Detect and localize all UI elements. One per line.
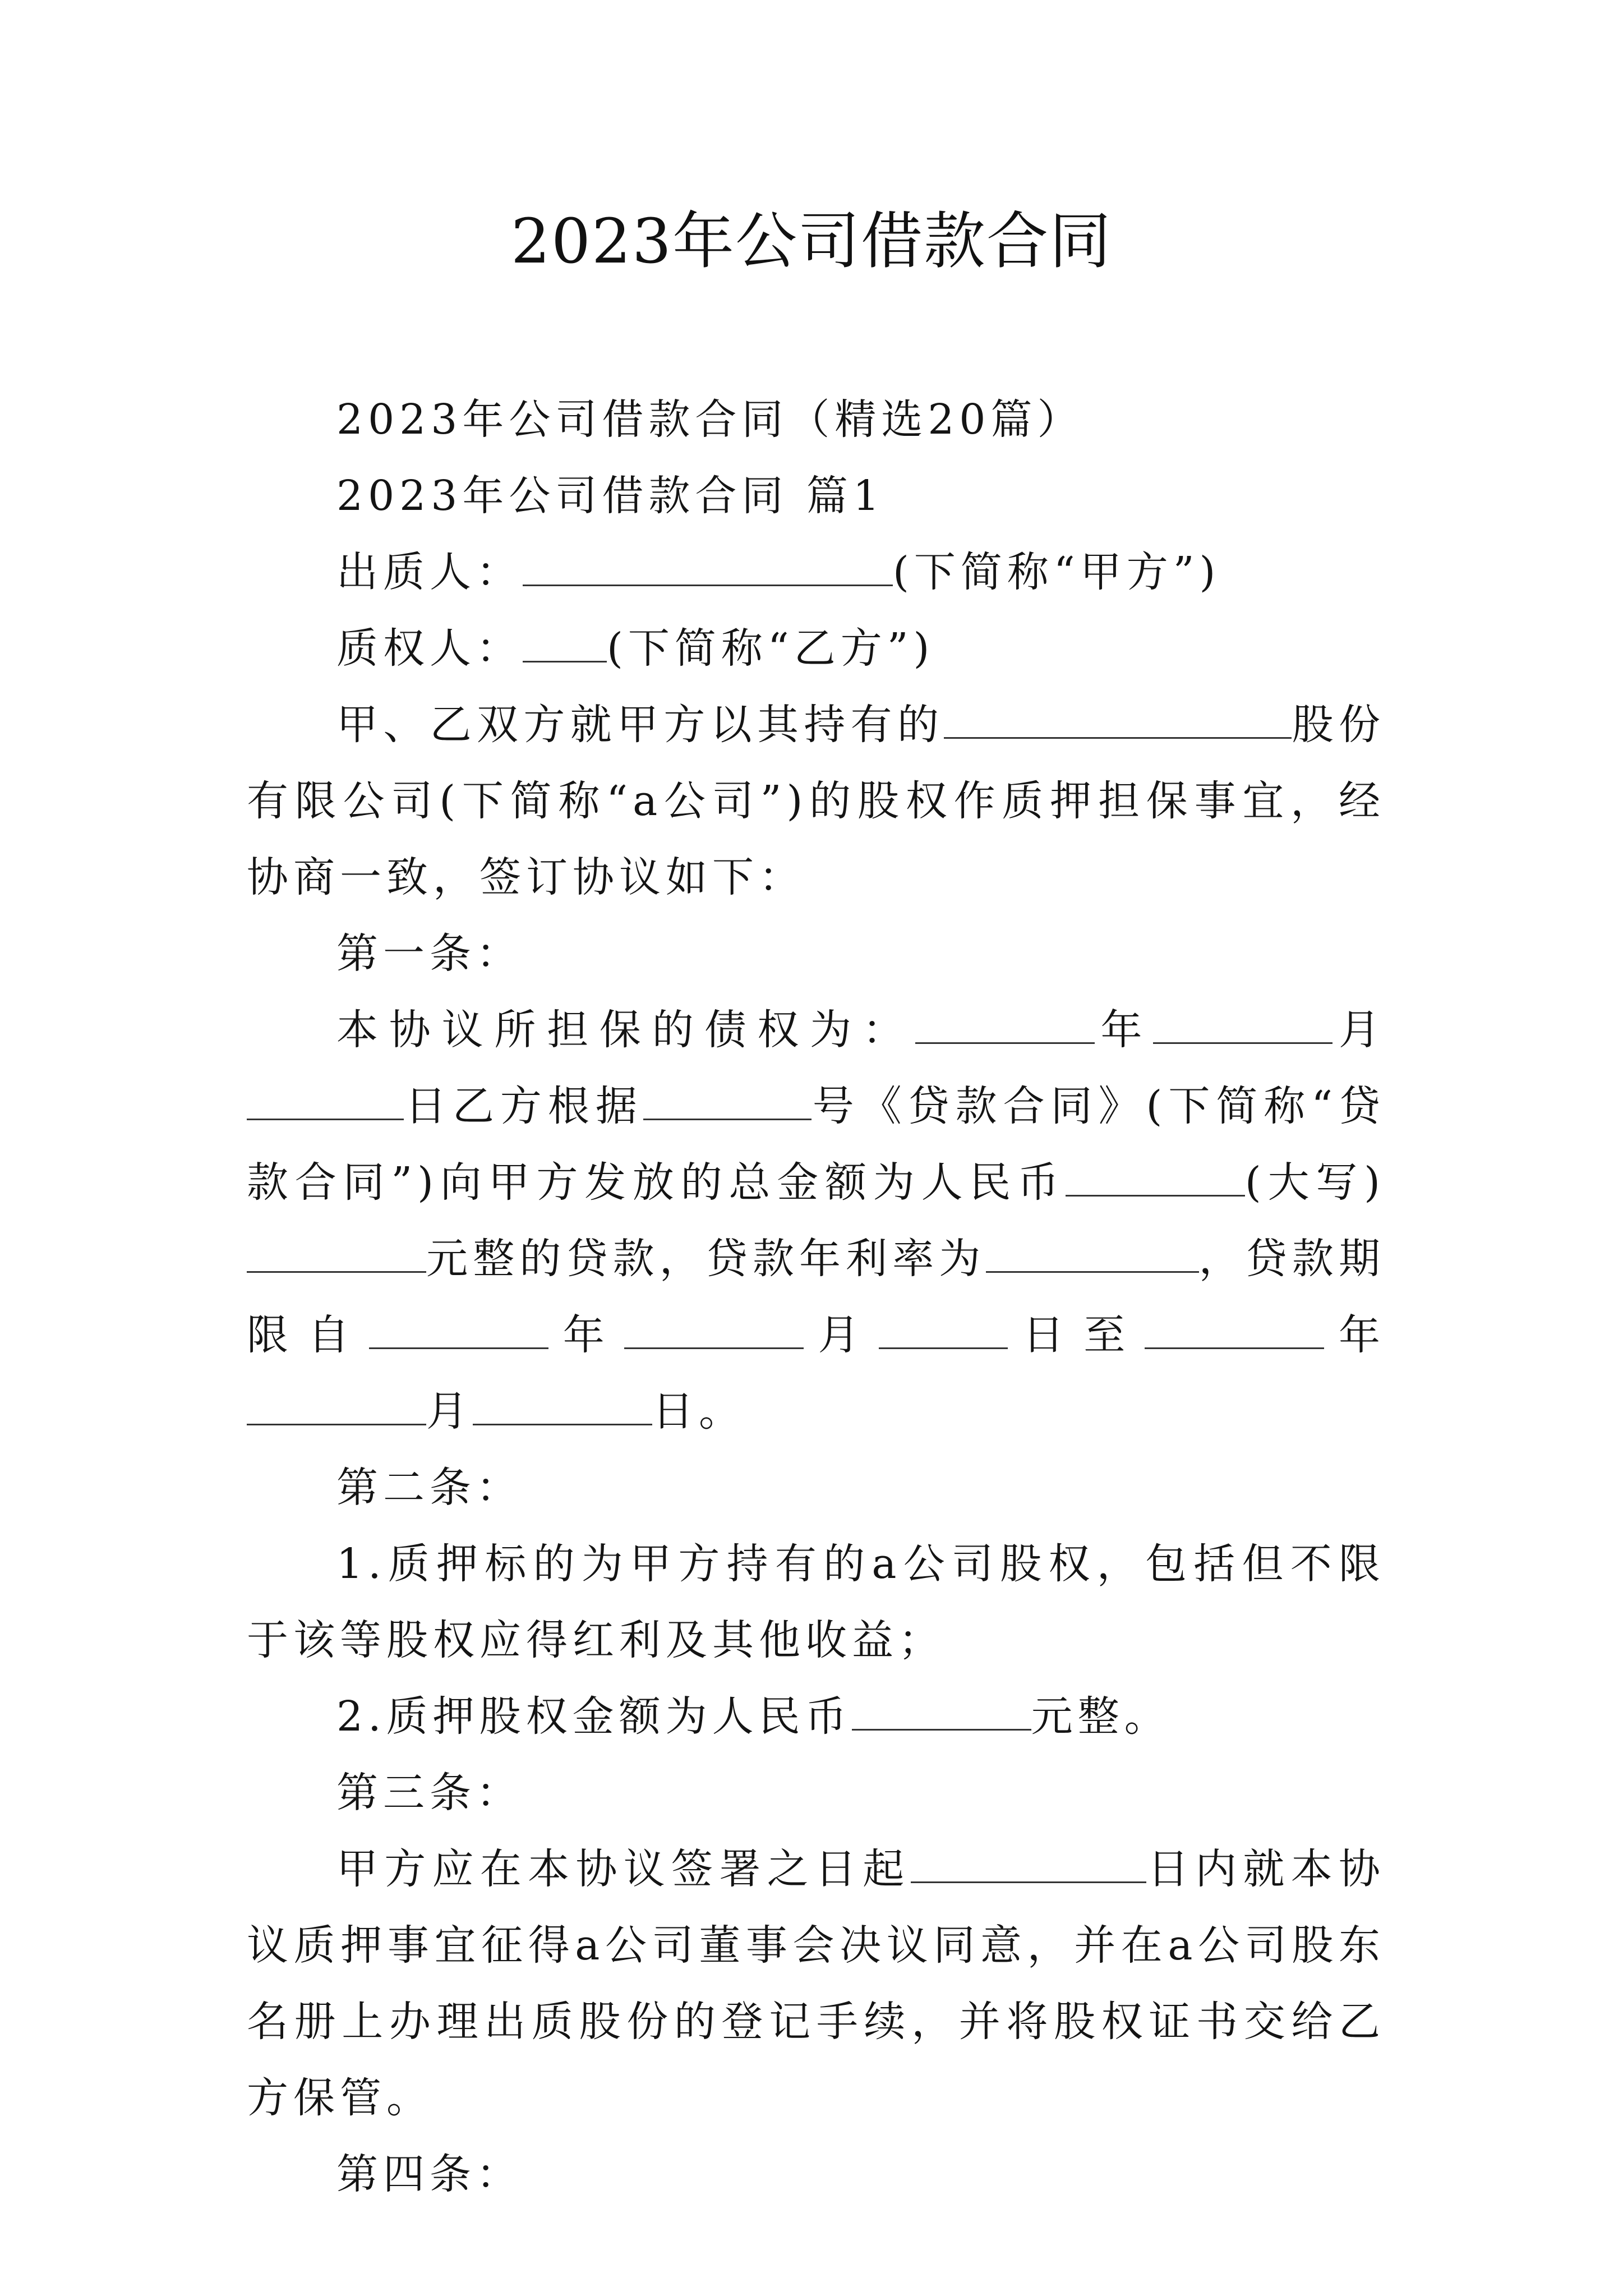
blank-month-2: [624, 1310, 804, 1349]
blank-contract-no: [643, 1081, 811, 1120]
pledgee-suffix: (下简称“乙方”): [607, 624, 935, 673]
article-1-text-7: 元整的贷款，贷款年利率为: [426, 1235, 986, 1283]
pledgee-line: [247, 610, 1385, 687]
article-1-text-2: 年: [1094, 1006, 1154, 1054]
pledgor-suffix: (下简称“甲方”): [893, 548, 1221, 596]
blank-year-3: [1145, 1310, 1324, 1349]
pledgor-label: 出质人：: [336, 548, 523, 596]
article-1-text-12: 年: [1324, 1311, 1386, 1359]
pledgor-blank: [523, 547, 893, 586]
article-1-text-1: 本协议所担保的债权为：: [336, 1006, 915, 1054]
blank-year-1: [915, 1005, 1095, 1044]
blank-day-2: [879, 1310, 1008, 1349]
section-heading: 2023年公司借款合同 篇1: [336, 472, 884, 520]
article-1-text-3: 月: [1332, 1006, 1386, 1054]
article-1-text-11: 日至: [1008, 1311, 1145, 1359]
blank-days: [911, 1844, 1146, 1883]
article-2-item-1: 1.质押标的为甲方持有的a公司股权，包括但不限于该等股权应得红利及其他收益；: [247, 1540, 1385, 1664]
article-3-text-1: 甲方应在本协议签署之日起: [336, 1845, 911, 1893]
pledgee-label: 质权人：: [336, 624, 523, 673]
blank-year-2: [369, 1310, 548, 1349]
article-2-item-2-text-2: 元整。: [1031, 1692, 1171, 1741]
intro-paragraph: [247, 687, 1385, 915]
article-1-text-9: 年: [548, 1311, 624, 1359]
article-1-text-10: 月: [803, 1311, 879, 1359]
blank-amount-capital: [247, 1234, 426, 1273]
article-1-heading: 第一条：: [336, 930, 523, 978]
blank-month-1: [1153, 1005, 1332, 1044]
intro-text-2: 股份有限公司(下简称“a公司”)的股权作质押担保事宜，经协商一致，签订协议如下：: [247, 701, 1386, 901]
article-3-paragraph: [247, 1831, 1385, 2136]
article-1-text-6: (大写): [1244, 1158, 1385, 1207]
company-name-blank: [944, 700, 1292, 739]
pledgor-line: [247, 534, 1385, 610]
document-body: [247, 381, 1385, 2212]
article-4-heading: 第四条：: [336, 2150, 523, 2198]
subtitle: 2023年公司借款合同（精选20篇）: [336, 395, 1084, 444]
blank-day-1: [247, 1081, 404, 1120]
article-1-text-4: 日乙方根据: [404, 1082, 643, 1130]
article-2-item-2-text-1: 2.质押股权金额为人民币: [336, 1692, 852, 1741]
blank-interest-rate: [986, 1234, 1199, 1273]
article-2-heading: 第二条：: [336, 1464, 523, 1512]
article-1-text-5: 号《贷款合同》(下简称“贷款合同”)向甲方发放的总金额为人民币: [247, 1082, 1386, 1207]
pledgee-blank: [523, 623, 607, 662]
article-1-text-13: 月: [426, 1387, 473, 1435]
article-1-text-8: ，贷款期限自: [247, 1235, 1386, 1359]
document-title: 2023年公司借款合同: [511, 205, 1112, 277]
intro-text-1: 甲、乙双方就甲方以其持有的: [336, 701, 944, 749]
blank-pledge-amount: [852, 1691, 1031, 1731]
blank-month-3: [247, 1386, 426, 1425]
article-2-item-2: [247, 1678, 1385, 1755]
blank-day-3: [473, 1386, 652, 1425]
article-3-text-2: 日内就本协议质押事宜征得a公司董事会决议同意，并在a公司股东名册上办理出质股份的登记手续，并将股权证书交给乙方保管。: [247, 1845, 1386, 2122]
article-1-text-14: 日。: [652, 1387, 745, 1435]
article-1-paragraph: [247, 992, 1385, 1450]
article-3-heading: 第三条：: [336, 1769, 523, 1817]
blank-amount: [1066, 1157, 1245, 1197]
